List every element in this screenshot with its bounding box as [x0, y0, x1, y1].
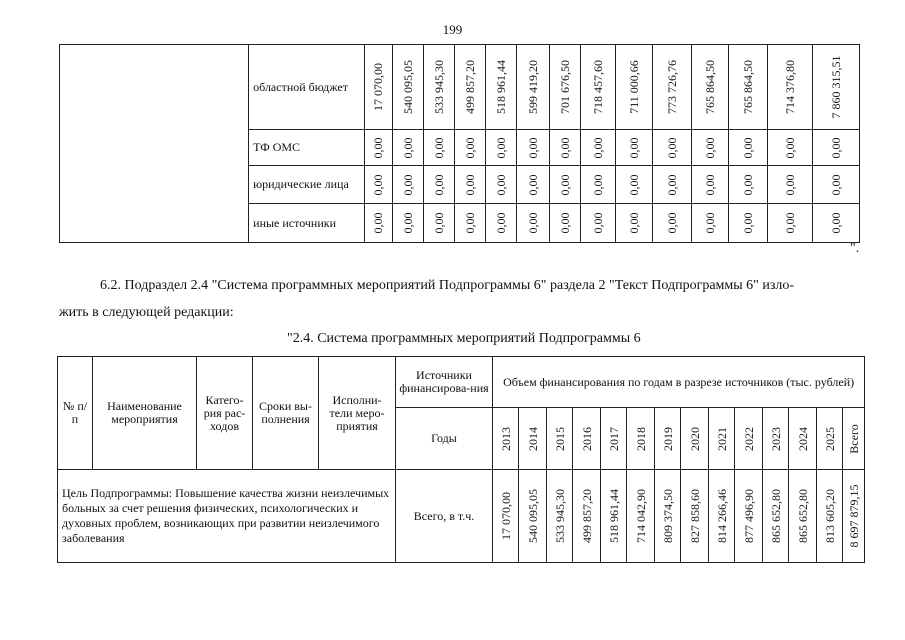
program-measures-table: [57, 356, 865, 563]
source-label: ТФ ОМС: [249, 130, 365, 166]
amount-value: 0,00: [665, 174, 680, 195]
amount-cell: [692, 166, 728, 204]
amount-cell: [653, 130, 692, 166]
amount-cell: [485, 130, 516, 166]
amount-cell: [549, 130, 580, 166]
amount-cell: [728, 45, 767, 130]
amount-cell: [423, 166, 454, 204]
amount-cell: [728, 166, 767, 204]
amount-value: 0,00: [462, 137, 477, 158]
amount-value: 0,00: [493, 174, 508, 195]
year-label: 2015: [552, 426, 567, 451]
amount-cell: [653, 166, 692, 204]
goal-amount-cell: [519, 470, 547, 563]
year-header: [655, 408, 681, 470]
amount-cell: [423, 204, 454, 243]
amount-value: 701 676,50: [557, 60, 572, 114]
amount-value: 0,00: [783, 212, 798, 234]
goal-source: Всего, в т.ч.: [396, 470, 493, 563]
amount-value: 0,00: [400, 174, 415, 195]
goal-amount-value: 813 605,20: [822, 489, 837, 543]
amount-value: 0,00: [557, 212, 572, 234]
year-header: [735, 408, 763, 470]
blank-cell: [60, 45, 249, 243]
amount-cell: [580, 45, 615, 130]
amount-cell: [692, 204, 728, 243]
year-header: [817, 408, 843, 470]
goal-amount-value: 814 266,46: [714, 489, 729, 543]
amount-value: 0,00: [740, 212, 755, 234]
goal-amount-cell: [735, 470, 763, 563]
year-header: [601, 408, 627, 470]
amount-value: 0,00: [783, 174, 798, 195]
amount-value: 17 070,00: [371, 63, 386, 111]
amount-cell: [364, 166, 392, 204]
goal-amount-value: 865 652,80: [795, 489, 810, 543]
year-label: 2014: [525, 426, 540, 451]
goal-amount-cell: [601, 470, 627, 563]
amount-cell: [423, 45, 454, 130]
amount-value: 0,00: [703, 137, 718, 158]
amount-cell: [728, 204, 767, 243]
year-header: [789, 408, 817, 470]
paragraph-line-1: 6.2. Подраздел 2.4 "Система программных мероприятий Подпрограммы 6" раздела 2 "Текст Подпрограммы 6" изло-: [100, 278, 795, 293]
header-volume: Объем финансирования по годам в разрезе источников (тыс. рублей): [493, 357, 865, 408]
amount-value: 499 857,20: [462, 60, 477, 114]
amount-value: 540 095,05: [400, 60, 415, 114]
goal-amount-cell: [573, 470, 601, 563]
goal-amount-cell: [493, 470, 519, 563]
amount-cell: [813, 166, 860, 204]
amount-value: 0,00: [590, 137, 605, 158]
amount-cell: [767, 204, 812, 243]
amount-value: 0,00: [431, 174, 446, 195]
goal-amount-cell: [655, 470, 681, 563]
year-label: 2023: [768, 426, 783, 451]
amount-cell: [454, 45, 485, 130]
amount-value: 0,00: [557, 174, 572, 195]
amount-value: 0,00: [627, 212, 642, 234]
amount-value: 0,00: [665, 212, 680, 234]
amount-cell: [392, 204, 423, 243]
goal-amount-cell: [763, 470, 789, 563]
amount-cell: [692, 45, 728, 130]
goal-amount-value: 540 095,05: [525, 489, 540, 543]
amount-cell: [653, 204, 692, 243]
amount-value: 765 864,50: [740, 60, 755, 114]
amount-cell: [616, 45, 653, 130]
goal-amount-value: 809 374,50: [660, 489, 675, 543]
header-executors: Исполни-тели меро-приятия: [319, 357, 396, 470]
amount-value: 0,00: [703, 174, 718, 195]
amount-cell: [485, 166, 516, 204]
amount-value: 718 457,60: [590, 60, 605, 114]
year-label: 2020: [687, 426, 702, 451]
amount-cell: [454, 166, 485, 204]
amount-value: 0,00: [525, 212, 540, 234]
amount-value: 0,00: [783, 137, 798, 158]
goal-amount-value: 533 945,30: [552, 489, 567, 543]
amount-value: 0,00: [829, 212, 844, 234]
amount-cell: [580, 166, 615, 204]
page-number: 199: [442, 22, 463, 37]
amount-cell: [616, 204, 653, 243]
header-sources: Источники финансирова-ния: [396, 357, 493, 408]
amount-cell: [653, 45, 692, 130]
amount-value: 0,00: [557, 137, 572, 158]
amount-cell: [728, 130, 767, 166]
amount-cell: [549, 166, 580, 204]
amount-cell: [580, 130, 615, 166]
amount-value: 0,00: [829, 174, 844, 195]
year-label: 2013: [498, 426, 513, 451]
amount-cell: [485, 204, 516, 243]
amount-value: 0,00: [829, 137, 844, 158]
amount-cell: [364, 204, 392, 243]
goal-amount-value: 877 496,90: [741, 489, 756, 543]
amount-value: 0,00: [462, 174, 477, 195]
header-num: № п/п: [58, 357, 93, 470]
amount-cell: [549, 45, 580, 130]
amount-cell: [767, 166, 812, 204]
amount-cell: [549, 204, 580, 243]
source-label: юридические лица: [249, 166, 365, 204]
amount-cell: [392, 166, 423, 204]
goal-amount-value: 499 857,20: [579, 489, 594, 543]
goal-amount-cell: [627, 470, 655, 563]
year-header: [681, 408, 709, 470]
amount-cell: [692, 130, 728, 166]
year-header: [573, 408, 601, 470]
header-years-label: Годы: [396, 408, 493, 470]
amount-cell: [767, 45, 812, 130]
goal-amount-cell: [709, 470, 735, 563]
funding-sources-table-continued: [59, 44, 860, 243]
year-header: [763, 408, 789, 470]
year-label: Всего: [846, 423, 861, 454]
goal-amount-cell: [547, 470, 573, 563]
amount-value: 0,00: [740, 174, 755, 195]
amount-cell: [516, 45, 549, 130]
amount-cell: [516, 166, 549, 204]
amount-value: 0,00: [703, 212, 718, 234]
year-label: 2024: [795, 426, 810, 451]
amount-cell: [580, 204, 615, 243]
header-name: Наименование мероприятия: [93, 357, 197, 470]
header-category: Катего-рия рас-ходов: [197, 357, 253, 470]
amount-value: 0,00: [525, 174, 540, 195]
amount-cell: [516, 204, 549, 243]
amount-value: 518 961,44: [493, 60, 508, 114]
year-label: 2018: [633, 426, 648, 451]
amount-cell: [392, 45, 423, 130]
year-label: 2021: [714, 426, 729, 451]
year-label: 2016: [579, 426, 594, 451]
amount-value: 0,00: [462, 212, 477, 234]
amount-cell: [813, 204, 860, 243]
amount-value: 714 376,80: [783, 60, 798, 114]
amount-value: 0,00: [590, 174, 605, 195]
year-header: [843, 408, 865, 470]
amount-cell: [392, 130, 423, 166]
paragraph-line-2: жить в следующей редакции:: [59, 305, 234, 320]
goal-amount-value: 714 042,90: [633, 489, 648, 543]
amount-cell: [813, 130, 860, 166]
year-label: 2019: [660, 426, 675, 451]
header-terms: Сроки вы-полнения: [253, 357, 319, 470]
amount-cell: [616, 166, 653, 204]
amount-cell: [516, 130, 549, 166]
section-title: "2.4. Система программных мероприятий Подпрограммы 6: [287, 331, 641, 346]
year-label: 2017: [606, 426, 621, 451]
amount-value: 0,00: [493, 212, 508, 234]
top-table-row: [60, 45, 860, 130]
goal-amount-cell: [681, 470, 709, 563]
goal-amount-cell: [843, 470, 865, 563]
amount-value: 773 726,76: [665, 60, 680, 114]
amount-value: 0,00: [400, 212, 415, 234]
amount-value: 0,00: [400, 137, 415, 158]
amount-value: 533 945,30: [431, 60, 446, 114]
amount-value: 0,00: [431, 212, 446, 234]
amount-value: 7 860 315,51: [829, 55, 844, 119]
goal-amount-cell: [789, 470, 817, 563]
goal-amount-value: 17 070,00: [498, 492, 513, 540]
goal-amount-value: 865 652,80: [768, 489, 783, 543]
amount-cell: [616, 130, 653, 166]
year-header: [627, 408, 655, 470]
amount-value: 0,00: [665, 137, 680, 158]
goal-amount-value: 518 961,44: [606, 489, 621, 543]
source-label: областной бюджет: [249, 45, 365, 130]
amount-value: 0,00: [627, 137, 642, 158]
year-label: 2022: [741, 426, 756, 451]
year-header: [709, 408, 735, 470]
amount-value: 0,00: [371, 137, 386, 158]
amount-cell: [813, 45, 860, 130]
year-header: [519, 408, 547, 470]
closing-quote: ".: [850, 241, 860, 256]
amount-value: 765 864,50: [703, 60, 718, 114]
goal-text: Цель Подпрограммы: Повышение качества жизни неизлечимых больных за счет решения физических, психологических и духовных проблем, возникающих при развитии неизлечимого заболевания: [58, 470, 396, 563]
amount-value: 0,00: [525, 137, 540, 158]
amount-cell: [364, 45, 392, 130]
source-label: иные источники: [249, 204, 365, 243]
amount-cell: [485, 45, 516, 130]
amount-value: 0,00: [371, 212, 386, 234]
amount-value: 0,00: [371, 174, 386, 195]
amount-cell: [364, 130, 392, 166]
amount-value: 0,00: [740, 137, 755, 158]
amount-value: 0,00: [431, 137, 446, 158]
amount-cell: [423, 130, 454, 166]
amount-value: 711 000,66: [627, 60, 642, 114]
year-label: 2025: [822, 426, 837, 451]
amount-value: 0,00: [590, 212, 605, 234]
year-header: [547, 408, 573, 470]
amount-value: 0,00: [493, 137, 508, 158]
amount-cell: [454, 204, 485, 243]
goal-amount-cell: [817, 470, 843, 563]
amount-value: 599 419,20: [525, 60, 540, 114]
amount-value: 0,00: [627, 174, 642, 195]
year-header: [493, 408, 519, 470]
amount-cell: [454, 130, 485, 166]
goal-amount-value: 8 697 879,15: [846, 484, 861, 548]
goal-amount-value: 827 858,60: [687, 489, 702, 543]
amount-cell: [767, 130, 812, 166]
